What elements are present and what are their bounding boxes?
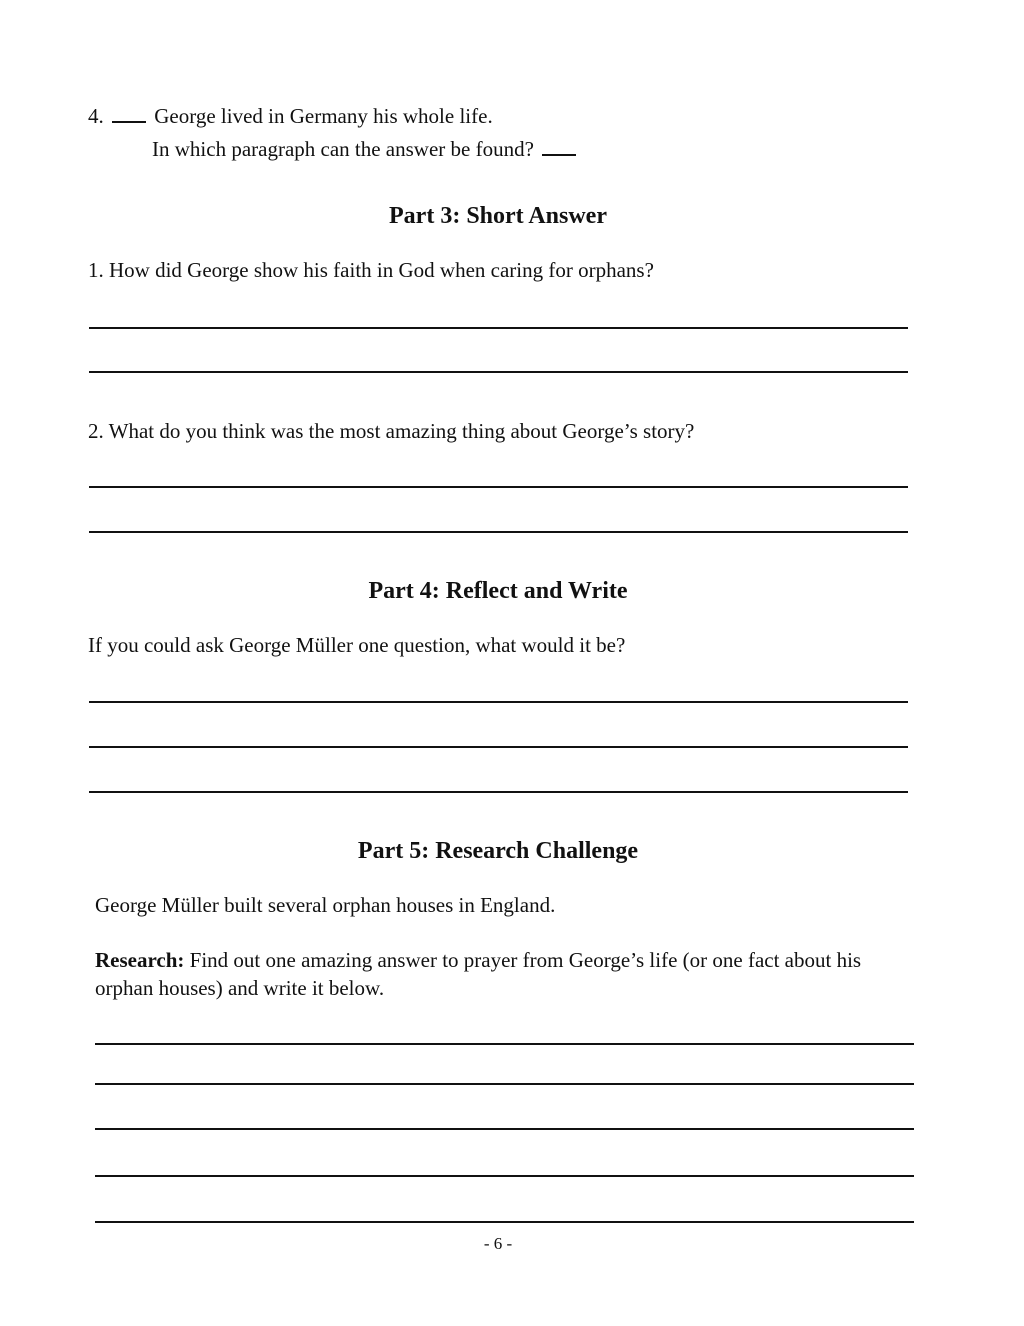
- followup-text: In which paragraph can the answer be found?: [152, 137, 534, 161]
- reflect-prompt: If you could ask George Müller one question, what would it be?: [88, 633, 626, 657]
- answer-line[interactable]: [89, 371, 908, 373]
- short-answer-question-1: 1. How did George show his faith in God when caring for orphans?: [88, 258, 654, 282]
- research-text: Find out one amazing answer to prayer from George’s life (or one fact about his orphan houses) and write it below.: [95, 948, 862, 1000]
- page-number: - 6 -: [483, 1234, 513, 1253]
- part-4-heading: Part 4: Reflect and Write: [368, 578, 628, 604]
- answer-blank[interactable]: [112, 104, 146, 123]
- question-4-statement: George lived in Germany his whole life.: [154, 104, 493, 128]
- answer-line[interactable]: [89, 486, 908, 488]
- question-4: [88, 103, 493, 129]
- research-intro: George Müller built several orphan houses in England.: [95, 893, 556, 917]
- answer-line[interactable]: [89, 746, 908, 748]
- part-3-heading: Part 3: Short Answer: [389, 203, 607, 229]
- answer-line[interactable]: [95, 1043, 914, 1045]
- answer-line[interactable]: [95, 1128, 914, 1130]
- answer-line[interactable]: [95, 1083, 914, 1085]
- research-instruction: [95, 946, 910, 1002]
- answer-line[interactable]: [89, 531, 908, 533]
- question-4-followup: [152, 136, 579, 162]
- short-answer-question-2: 2. What do you think was the most amazing thing about George’s story?: [88, 419, 695, 443]
- part-5-heading: Part 5: Research Challenge: [357, 838, 639, 864]
- paragraph-blank[interactable]: [542, 137, 576, 156]
- answer-line[interactable]: [95, 1221, 914, 1223]
- answer-line[interactable]: [89, 327, 908, 329]
- research-label: Research:: [95, 948, 185, 972]
- answer-line[interactable]: [89, 791, 908, 793]
- answer-line[interactable]: [95, 1175, 914, 1177]
- question-4-number: 4.: [88, 104, 104, 128]
- answer-line[interactable]: [89, 701, 908, 703]
